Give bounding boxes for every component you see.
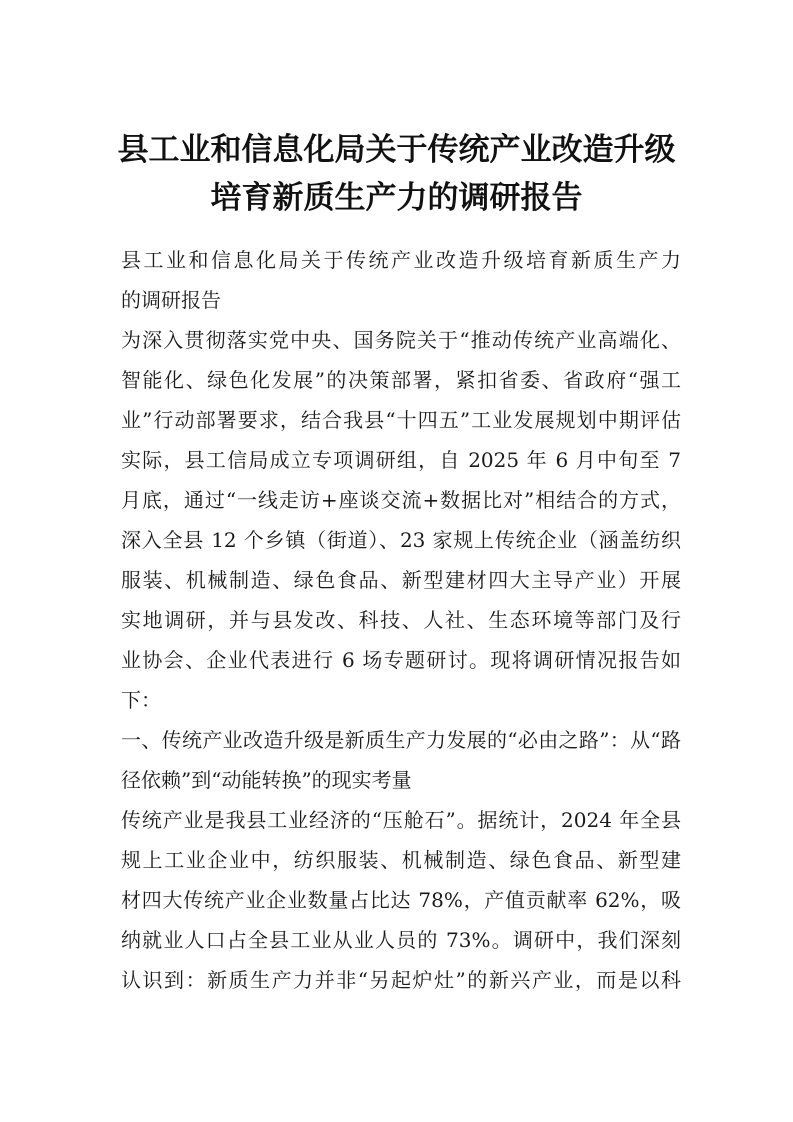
body-line-17: 材四大传统产业企业数量占比达 78%，产值贡献率 62%，吸 bbox=[121, 888, 681, 912]
body-line-6: 实际，县工信局成立专项调研组，自 2025 年 6 月中旬至 7 bbox=[121, 448, 681, 472]
document-title-line-2: 培育新质生产力的调研报告 bbox=[210, 180, 583, 216]
section-heading-line-1: 一、传统产业改造升级是新质生产力发展的“必由之路”：从“路 bbox=[121, 728, 681, 752]
body-line-15: 传统产业是我县工业经济的“压舱石”。据统计，2024 年全县 bbox=[121, 808, 681, 832]
body-line-5: 业”行动部署要求，结合我县“十四五”工业发展规划中期评估 bbox=[121, 408, 681, 432]
body-line-3: 为深入贯彻落实党中央、国务院关于“推动传统产业高端化、 bbox=[121, 328, 681, 352]
document-title-line-1: 县工业和信息化局关于传统产业改造升级 bbox=[117, 132, 676, 168]
body-line-11: 业协会、企业代表进行 6 场专题研讨。现将调研情况报告如 bbox=[121, 648, 681, 672]
body-line-19: 认识到：新质生产力并非“另起炉灶”的新兴产业，而是以科 bbox=[121, 968, 681, 992]
body-line-4: 智能化、绿色化发展”的决策部署，紧扣省委、省政府“强工 bbox=[121, 368, 681, 392]
body-line-7: 月底，通过“一线走访+座谈交流+数据比对”相结合的方式， bbox=[121, 488, 681, 512]
body-line-16: 规上工业企业中，纺织服装、机械制造、绿色食品、新型建 bbox=[121, 848, 681, 872]
body-line-9: 服装、机械制造、绿色食品、新型建材四大主导产业）开展 bbox=[121, 568, 681, 592]
body-line-1: 县工业和信息化局关于传统产业改造升级培育新质生产力 bbox=[121, 248, 681, 272]
body-line-10: 实地调研，并与县发改、科技、人社、生态环境等部门及行 bbox=[121, 608, 681, 632]
section-heading-line-2: 径依赖”到“动能转换”的现实考量 bbox=[121, 768, 412, 792]
body-line-12: 下： bbox=[121, 688, 161, 712]
body-line-8: 深入全县 12 个乡镇（街道）、23 家规上传统企业（涵盖纺织 bbox=[121, 528, 681, 552]
body-line-18: 纳就业人口占全县工业从业人员的 73%。调研中，我们深刻 bbox=[121, 928, 681, 952]
body-line-2: 的调研报告 bbox=[121, 288, 221, 312]
